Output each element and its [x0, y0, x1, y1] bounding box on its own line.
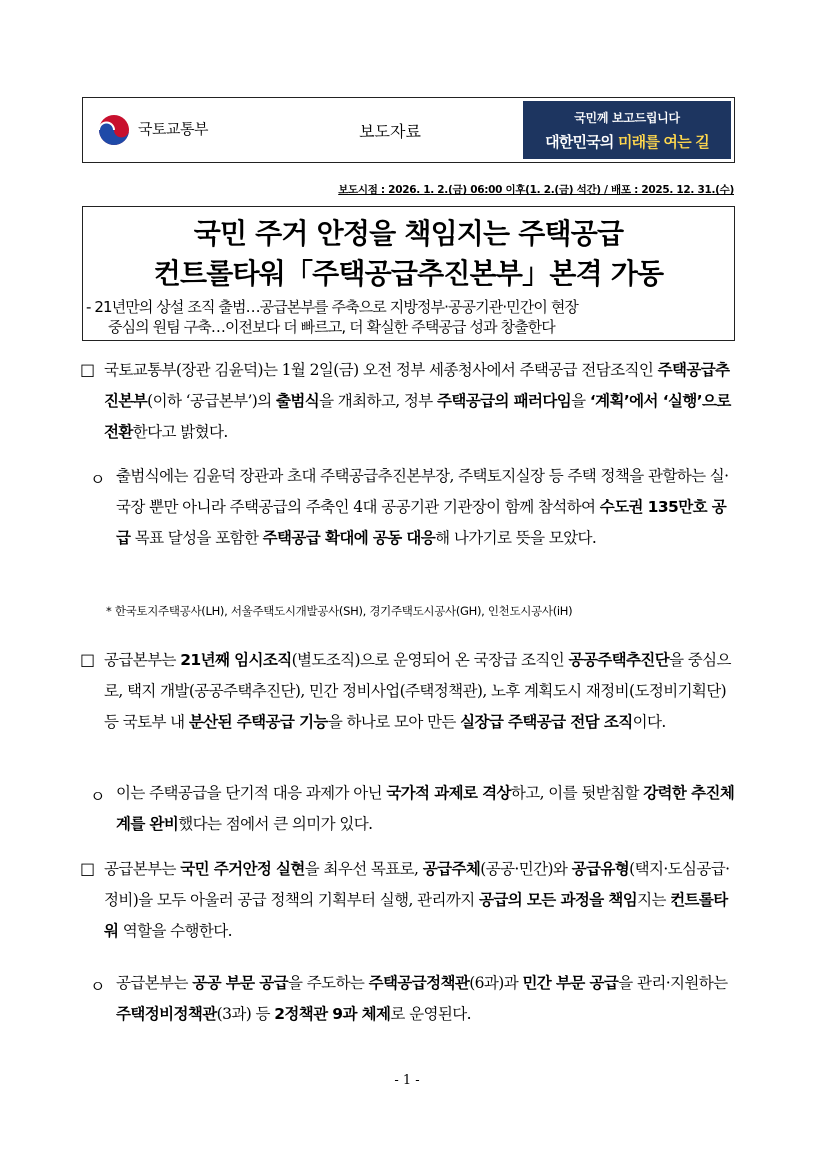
- p1-text-g: 을: [571, 392, 590, 410]
- slogan-top: 국민께 보고드립니다: [574, 111, 680, 125]
- p3s-text-k: 로 운영된다.: [390, 1005, 471, 1023]
- p3-text-i: 지는: [637, 891, 671, 909]
- p1-text-a: 국토교통부(장관 김윤덕)는 1월 2일(금) 오전 정부 세종청사에서 주택공급 전담조직인: [104, 361, 658, 379]
- p1s-bold-d: 주택공급 확대에 공동 대응: [262, 529, 436, 547]
- p2s-bold-d: 강력한 추진체계를 완비: [116, 784, 735, 833]
- p3-bold-j: 컨트롤타워: [104, 891, 728, 940]
- p1s-text-e: 해 나가기로 뜻을 모았다.: [435, 529, 597, 547]
- headline-line-1: 국민 주거 안정을 책임지는 주택공급: [193, 217, 624, 250]
- square-bullet: □: [80, 859, 96, 878]
- slogan-main-a: 대한민국의: [545, 133, 618, 151]
- p3s-text-a: 공급본부는: [116, 974, 193, 992]
- subheadline-line-1: - 21년만의 상설 조직 출범…공급본부를 주축으로 지방정부·공공기관·민간이 현장: [86, 298, 579, 316]
- page-number: - 1 -: [394, 1073, 420, 1088]
- footnote: [106, 603, 572, 619]
- p1-bold-f: 주택공급의 패러다임: [437, 392, 572, 410]
- taegeuk-emblem-icon: [97, 113, 131, 147]
- p1-bold-d: 출범식: [275, 392, 320, 410]
- paragraph-2: [104, 645, 736, 738]
- p2-bold-d: 공공주택추진단: [568, 651, 670, 669]
- p2-text-e: 을 중심으로, 택지 개발(공공주택추진단), 민간 정비사업(주택정책관), 노후 계획도시 재정비(도정비기획단) 등 국토부 내: [104, 651, 731, 731]
- p2-bold-f: 분산된 주택공급 기능: [188, 713, 328, 731]
- p3s-text-g: 을 관리·지원하는: [618, 974, 728, 992]
- p3s-bold-h: 주택정비정책관: [116, 1005, 217, 1023]
- p3s-text-i: (3과) 등: [216, 1005, 275, 1023]
- p1-bold-b: 주택공급추진본부: [104, 361, 730, 410]
- p3s-text-e: (6과)과: [469, 974, 523, 992]
- paragraph-1-sub: [116, 461, 736, 554]
- square-bullet: □: [80, 360, 96, 379]
- footnote-text: 한국토지주택공사(LH), 서울주택도시개발공사(SH), 경기주택도시공사(GH), 인천도시공사(iH): [114, 604, 573, 618]
- slogan-banner: [523, 101, 731, 159]
- p3-text-e: (공공·민간)와: [480, 860, 572, 878]
- p1-text-c: (이하 ‘공급본부’)의: [147, 392, 276, 410]
- p2s-bold-b: 국가적 과제로 격상: [386, 784, 511, 802]
- paragraph-1: [104, 355, 736, 448]
- p3-bold-f: 공급유형: [571, 860, 630, 878]
- circle-bullet: ㅇ: [90, 787, 106, 806]
- p2s-text-c: 하고, 이를 뒷받침할: [510, 784, 644, 802]
- circle-bullet: ㅇ: [90, 977, 106, 996]
- p2-text-g: 을 하나로 모아 만든: [327, 713, 461, 731]
- p2-text-a: 공급본부는: [104, 651, 181, 669]
- p1s-bold-b: 수도권 135만호 공급: [116, 498, 727, 547]
- p1s-text-c: 목표 달성을 포함한: [130, 529, 263, 547]
- p2s-text-e: 했다는 점에서 큰 의미가 있다.: [178, 815, 373, 833]
- paragraph-3-sub: [116, 968, 736, 1030]
- paragraph-2-sub: [116, 778, 736, 840]
- p1-bold-h: ‘계획’에서 ‘실행’으로 전환: [104, 392, 731, 441]
- p3s-text-c: 을 주도하는: [288, 974, 369, 992]
- p3-bold-d: 공급주체: [422, 860, 481, 878]
- p2-bold-b: 21년째 임시조직: [180, 651, 292, 669]
- p2-text-c: (별도조직)으로 운영되어 온 국장급 조직인: [291, 651, 569, 669]
- paragraph-3: [104, 854, 736, 947]
- p1-text-i: 한다고 밝혔다.: [132, 423, 228, 441]
- slogan-main: [523, 131, 731, 152]
- p3s-bold-f: 민간 부문 공급: [522, 974, 619, 992]
- document-type: 보도자료: [359, 122, 421, 141]
- footnote-marker: *: [106, 604, 112, 618]
- p3s-bold-b: 공공 부문 공급: [192, 974, 289, 992]
- p2-bold-h: 실장급 주택공급 전담 조직: [460, 713, 633, 731]
- p3s-bold-j: 2정책관 9과 체제: [274, 1005, 391, 1023]
- release-info: 보도시점 : 2026. 1. 2.(금) 06:00 이후(1. 2.(금) 석간) / 배포 : 2025. 12. 31.(수): [338, 184, 734, 196]
- p2s-text-a: 이는 주택공급을 단기적 대응 과제가 아닌: [116, 784, 387, 802]
- subheadline-line-2: 중심의 원팀 구축…이전보다 더 빠르고, 더 확실한 주택공급 성과 창출한다: [108, 318, 555, 336]
- p3-bold-b: 국민 주거안정 실현: [180, 860, 305, 878]
- p3-text-c: 을 최우선 목표로,: [304, 860, 423, 878]
- p2-text-i: 이다.: [632, 713, 666, 731]
- p3s-bold-d: 주택공급정책관: [368, 974, 470, 992]
- ministry-name: 국토교통부: [138, 120, 208, 138]
- square-bullet: □: [80, 650, 96, 669]
- circle-bullet: ㅇ: [90, 470, 106, 489]
- p1-text-e: 을 개최하고, 정부: [319, 392, 437, 410]
- p3-bold-h: 공급의 모든 과정을 책임: [478, 891, 638, 909]
- slogan-main-b: 미래를 여는 길: [617, 133, 709, 151]
- p3-text-g: (택지·도심공급·정비)을 모두 아울러 공급 정책의 기획부터 실행, 관리까지: [104, 860, 730, 909]
- p3-text-k: 역할을 수행한다.: [118, 922, 232, 940]
- p3-text-a: 공급본부는: [104, 860, 181, 878]
- headline-line-2: 컨트롤타워「주택공급추진본부」본격 가동: [153, 257, 664, 290]
- p1s-text-a: 출범식에는 김윤덕 장관과 초대 주택공급추진본부장, 주택토지실장 등 주택 정책을 관할하는 실·국장 뿐만 아니라 주택공급의 주축인 4대 공공기관 기관장이 함께 참석하여: [116, 467, 729, 516]
